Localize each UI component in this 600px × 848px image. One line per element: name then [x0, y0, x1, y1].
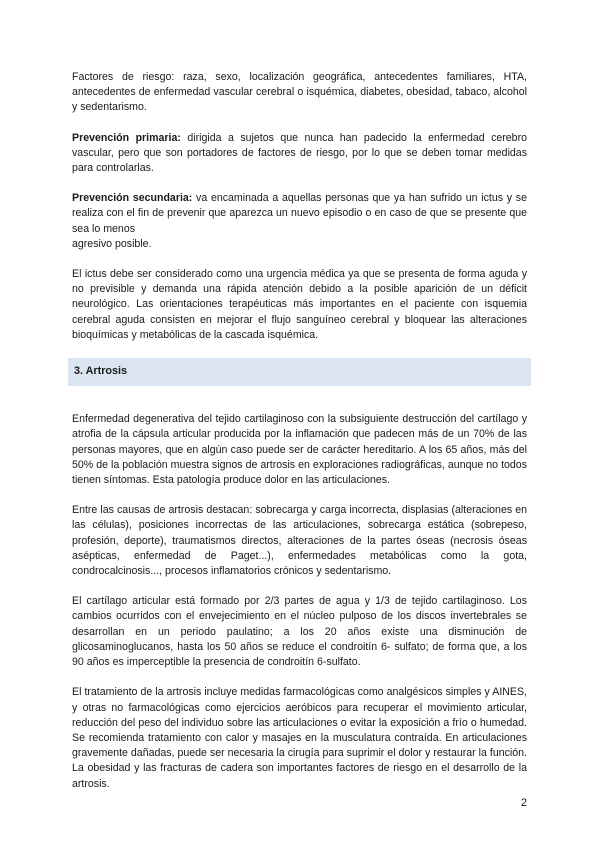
paragraph-artrosis-definicion [72, 412, 527, 488]
paragraph-text: Factores de riesgo: raza, sexo, localización geográfica, antecedentes familiares, HTA, antecedentes de enfermedad vascular cerebral o isquémica, diabetes, obesidad, tabaco, alcohol y sedentarismo. [72, 71, 527, 114]
section-heading [68, 358, 531, 386]
paragraph-text: Entre las causas de artrosis destacan: sobrecarga y carga incorrecta, displasias (alteraciones en las células), posiciones incorrectas de las articulaciones, sobrecarga estática (sobrepeso, profesión, deporte), traumatismos directos, alteraciones de la partes óseas (necrosis óseas asépticas, enfermedad de Paget...), enfermedades metabólicas como la gota, condrocalcinosis..., procesos inflamatorios crónicos y sedentarismo. [72, 504, 527, 578]
paragraph-text: agresivo posible. [72, 237, 152, 250]
paragraph-prevencion-primaria [72, 131, 527, 177]
paragraph-factores-riesgo [72, 70, 527, 116]
paragraph-text: Enfermedad degenerativa del tejido cartilaginoso con la subsiguiente destrucción del cartílago y atrofia de la cápsula articular producida por la inflamación que padecen más de un 70% de las personas mayores, que en algún caso puede ser de carácter hereditario. A los 65 años, más del 50% de la población muestra signos de artrosis en exploraciones radiográficas, aunque no todos tienen síntomas. Esta patología produce dolor en las articulaciones. [72, 413, 527, 487]
page-number: 2 [520, 797, 527, 809]
paragraph-prevencion-secundaria [72, 191, 527, 237]
paragraph-text: El cartílago articular está formado por 2/3 partes de agua y 1/3 de tejido cartilaginoso. Los cambios ocurridos con el envejecimiento en el núcleo pulposo de los discos invertebrales se desarrollan en un periodo paulatino; a los 20 años existe una disminución de glicosaminoglucanos, hasta los 50 años se reduce el condroitín 6- sulfato; de forma que, a los 90 años es imperceptible la presencia de condroitín 6-sulfato. [72, 595, 527, 669]
paragraph-text: dirigida a sujetos que nunca han padecido la enfermedad cerebro vascular, pero que son portadores de factores de riesgo, por lo que se deben tomar medidas para controlarlas. [72, 131, 527, 175]
paragraph-cartilago [72, 594, 527, 670]
page-content [72, 70, 527, 807]
paragraph-continuation [72, 237, 527, 252]
paragraph-text: El ictus debe ser considerado como una urgencia médica ya que se presenta de forma aguda y no previsible y demanda una rápida atención debido a la posible aparición de un déficit neurológico. Las orientaciones terapéuticas más importantes en el paciente con isquemia cerebral aguda consisten en mejorar el flujo sanguíneo cerebral y bloquear las alteraciones bioquímicas y metabólicas de la cascada isquémica. [72, 268, 527, 341]
paragraph-text: va encaminada a aquellas personas que ya han sufrido un ictus y se realiza con el fin de prevenir que aparezca un nuevo episodio o en caso de que se presente que sea lo menos [72, 192, 527, 235]
paragraph-bold-lead: Prevención secundaria: [72, 192, 193, 205]
section-heading-text: 3. Artrosis [74, 365, 128, 378]
paragraph-tratamiento [72, 685, 527, 791]
paragraph-ictus-urgencia [72, 267, 527, 343]
paragraph-bold-lead: Prevención primaria: [72, 131, 181, 144]
paragraph-text: El tratamiento de la artrosis incluye medidas farmacológicas como analgésicos simples y AINES, y otras no farmacológicas como ejercicios aeróbicos para recuperar el movimiento articular, reducción del peso del individuo sobre las articulaciones o evitar la exposición a frío o humedad. Se recomienda tratamiento con calor y masajes en la musculatura contraída. En articulaciones gravemente dañadas, puede ser necesaria la cirugía para suprimir el dolor y restaurar la función. La obesidad y las fracturas de cadera son importantes factores de riesgo en el desarrollo de la artrosis. [72, 686, 527, 790]
paragraph-artrosis-causas [72, 503, 527, 579]
